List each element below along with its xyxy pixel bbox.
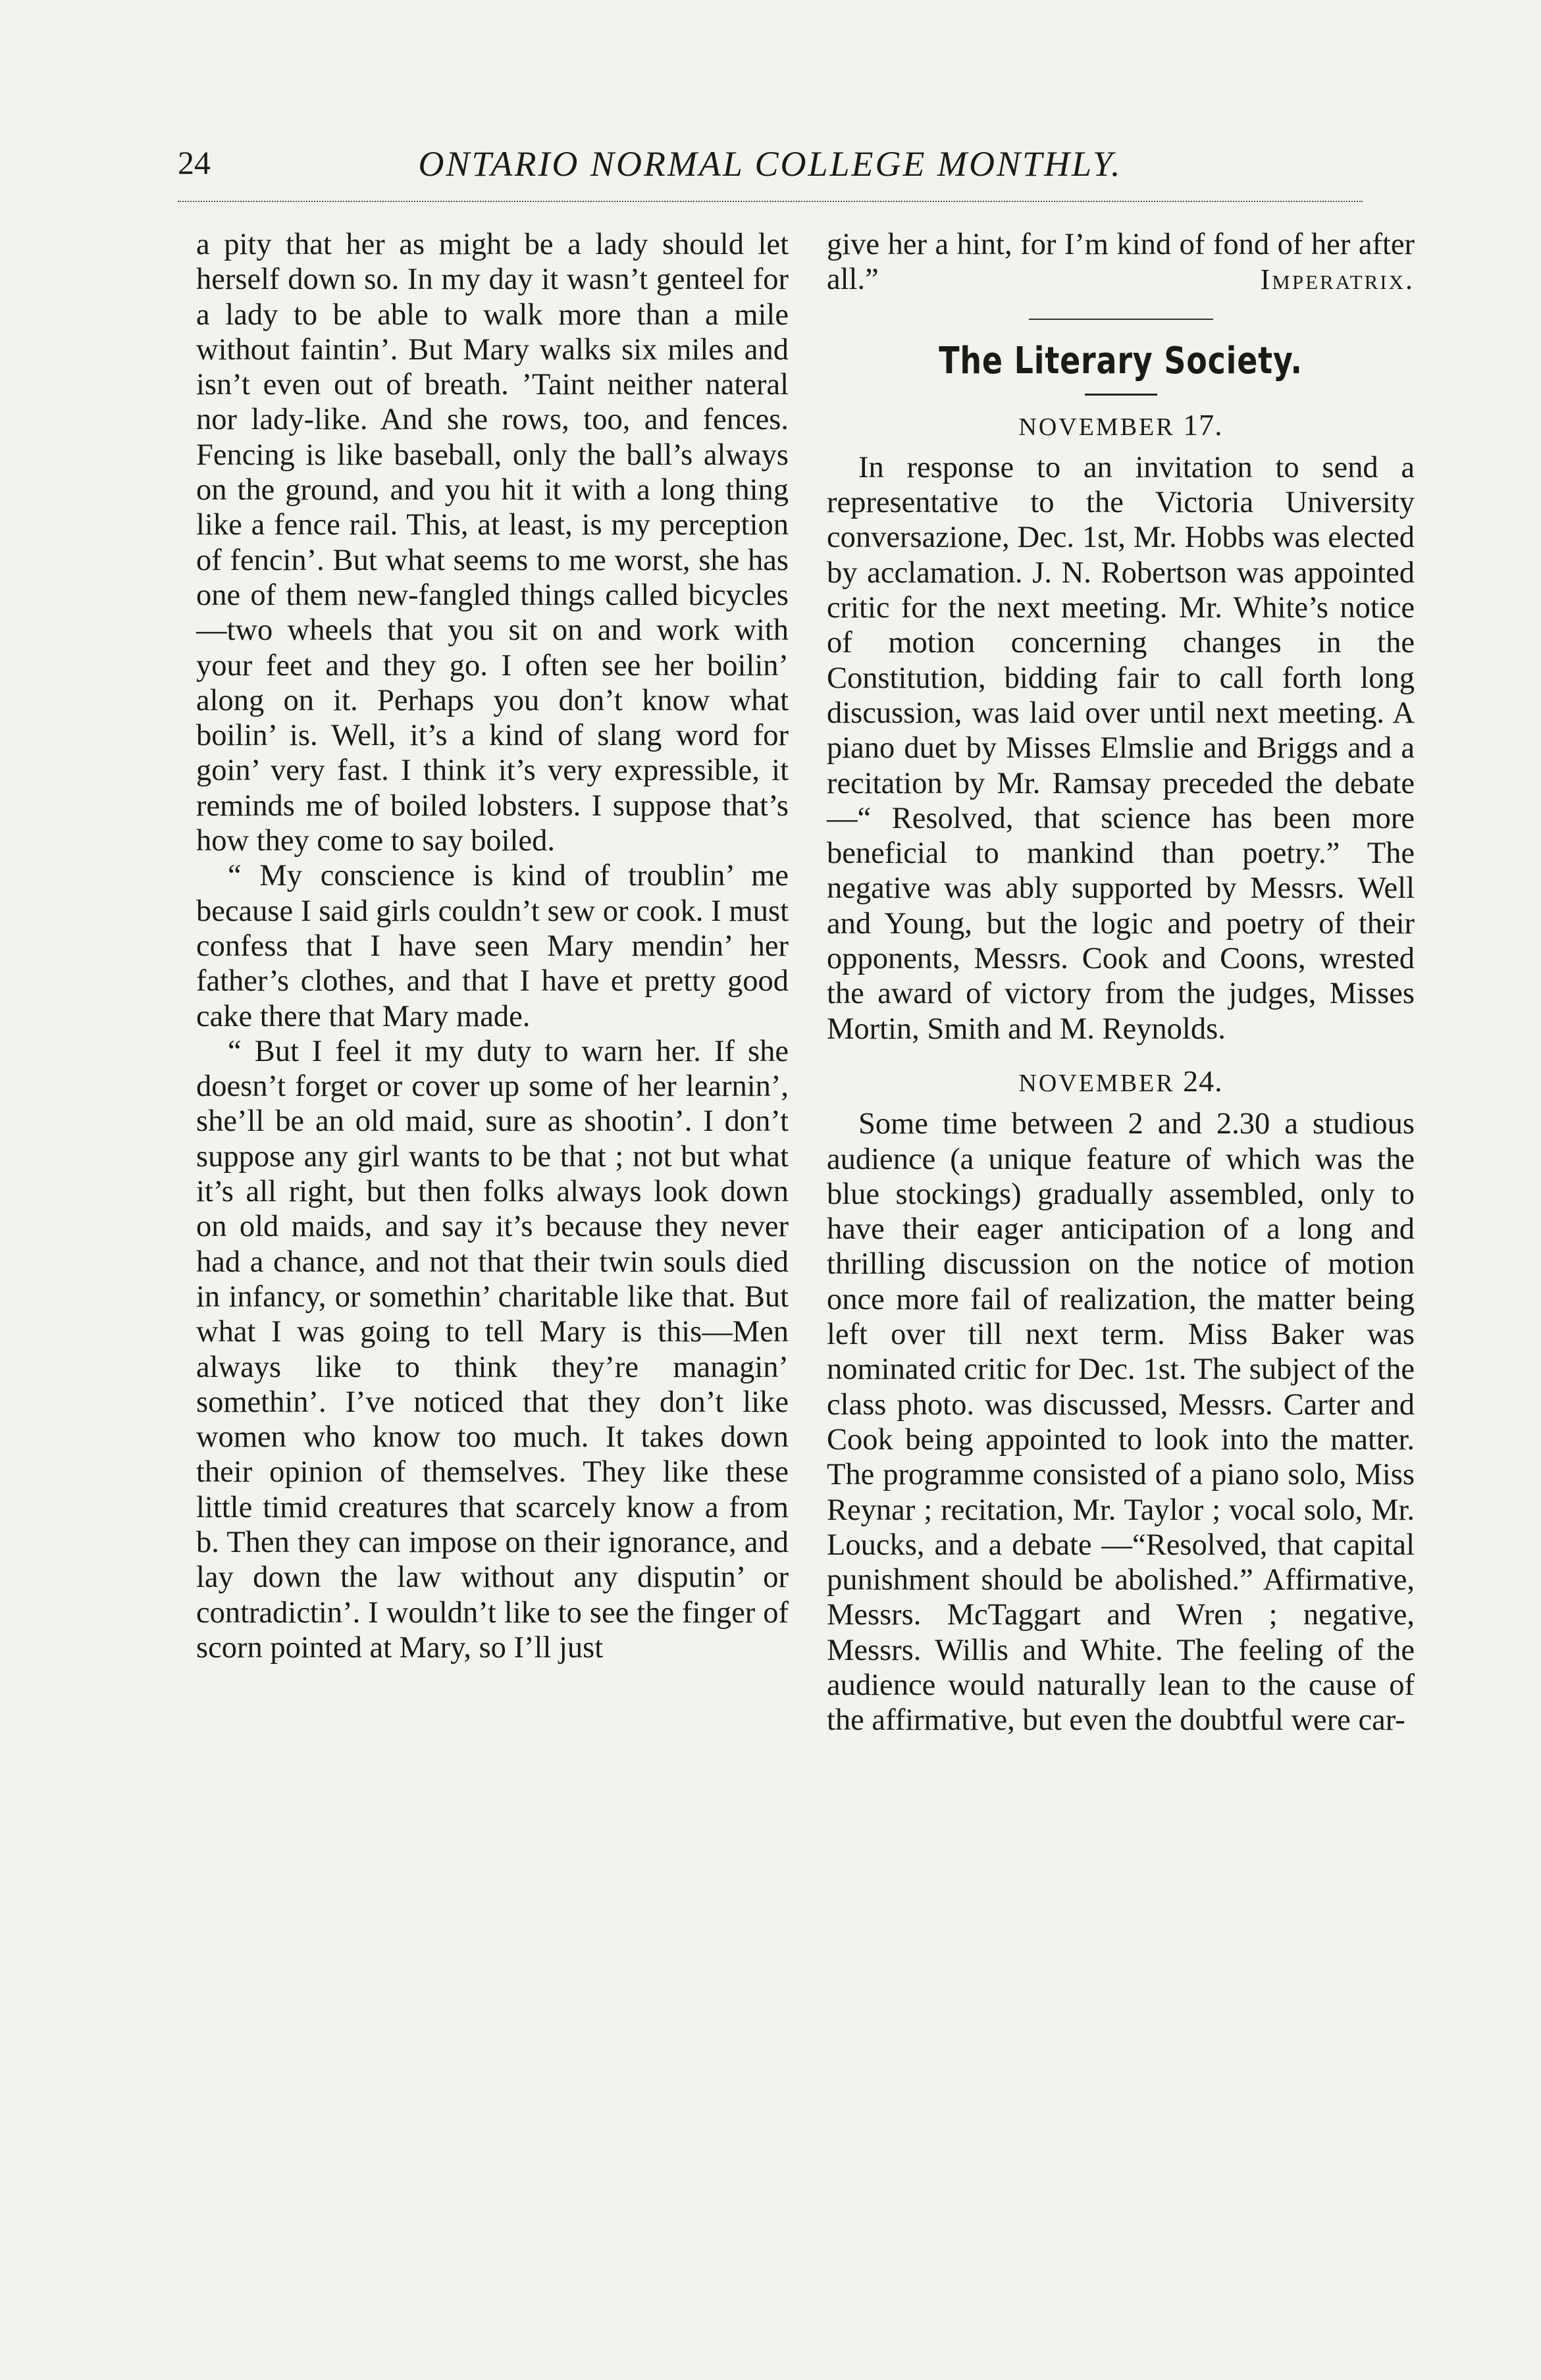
date-heading [827, 407, 1415, 445]
author-signature: Imperatrix. [1260, 263, 1415, 296]
paragraph: “ My conscience is kind of troublin’ me because I said girls couldn’t sew or cook. I must confess that I have seen Mary mendin’ her father’s clothes, and that I have et pretty good cake there that Mary made. [196, 859, 789, 1033]
page-number: 24 [178, 144, 211, 181]
left-column [196, 227, 789, 1665]
date-day: 17. [1183, 407, 1223, 442]
section-title: The Literary Society. [939, 339, 1303, 382]
paragraph: “ But I feel it my duty to warn her. If she doesn’t forget or cover up some of her learnin’, she’ll be an old maid, sure as shootin’. I don’t suppose any girl wants to be that ; not but what it’s all right, but then folks always look down on old maids, and say it’s because they never had a chance, and not that their twin souls died in infancy, or somethin’ charitable like that. But what I was going to tell Mary is this—Men always like to think they’re managin’ somethin’. I’ve noticed that they don’t like women who know too much. It takes down their opinion of themselves. They like these little timid creatures that scarcely know a from b. Then they can impose on their ignorance, and lay down the law without any disputin’ or contradictin’. I wouldn’t like to see the finger of scorn pointed at Mary, so I’ll just [196, 1034, 789, 1665]
date-month: NOVEMBER [1018, 1069, 1175, 1097]
meeting-report: Some time between 2 and 2.30 a studious audience (a unique feature of which was the blue stockings) gradually assembled, only to have their eager anticipation of a long and thrilling discussion on the notice of motion once more fail of realization, the matter being left over till next term. Miss Baker was nominated critic for Dec. 1st. The subject of the class photo. was discussed, Messrs. Carter and Cook being appointed to look into the matter. The programme consisted of a piano solo, Miss Reynar ; recitation, Mr. Taylor ; vocal solo, Mr. Loucks, and a debate —“Resolved, that capital punishment should be abolished.” Affirmative, Messrs. McTaggart and Wren ; negative, Messrs. Willis and White. The feeling of the audience would naturally lean to the cause of the affirmative, but even the doubtful were car- [827, 1107, 1415, 1738]
title-underline [1085, 394, 1157, 396]
right-column [827, 227, 1415, 1738]
page-header [178, 143, 1363, 203]
meeting-report: In response to an invitation to send a representative to the Victoria University conversazione, Dec. 1st, Mr. Hobbs was elected by acclamation. J. N. Robertson was appointed critic for the next meeting. Mr. White’s notice of motion concerning changes in the Constitution, bidding fair to call forth long discussion, was laid over until next meeting. A piano duet by Misses Elmslie and Briggs and a recitation by Mr. Ramsay preceded the debate—“ Resolved, that science has been more beneficial to mankind than poetry.” The negative was ably supported by Messrs. Well and Young, but the logic and poetry of their opponents, Messrs. Cook and Coons, wrested the award of victory from the judges, Misses Mortin, Smith and M. Reynolds. [827, 450, 1415, 1046]
section-divider [1029, 319, 1213, 320]
header-rule [178, 201, 1363, 202]
continuation-text: give her a hint, for I’m kind of fond of her after all.” [827, 228, 1415, 297]
running-title: ONTARIO NORMAL COLLEGE MONTHLY. [418, 144, 1122, 184]
date-heading [827, 1064, 1415, 1101]
paragraph: a pity that her as might be a lady should let herself down so. In my day it wasn’t genteel for a lady to be able to walk more than a mile without faintin’. But Mary walks six miles and isn’t even out of breath. ’Taint neither nateral nor lady-like. And she rows, too, and fences. Fencing is like baseball, only the ball’s always on the ground, and you hit it with a long thing like a fence rail. This, at least, is my perception of fencin’. But what seems to me worst, she has one of them new-fangled things called bicycles—two wheels that you sit on and work with your feet and they go. I often see her boilin’ along on it. Perhaps you don’t know what boilin’ is. Well, it’s a kind of slang word for goin’ very fast. I think it’s very expressible, it reminds me of boiled lobsters. I suppose that’s how they come to say boiled. [196, 228, 789, 858]
date-day: 24. [1183, 1064, 1223, 1098]
story-ending [827, 227, 1415, 298]
date-month: NOVEMBER [1018, 413, 1175, 441]
